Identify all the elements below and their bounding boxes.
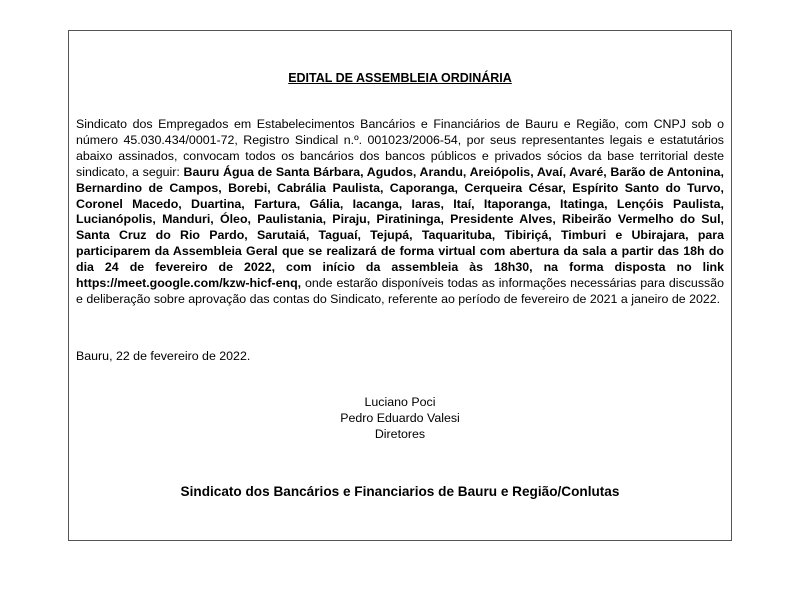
date-line: Bauru, 22 de fevereiro de 2022.	[76, 349, 251, 363]
footer-organization: Sindicato dos Bancários e Financiarios de Bauru e Região/Conlutas	[180, 484, 620, 499]
signer-name-1: Luciano Poci	[364, 395, 436, 409]
signer-name-2: Pedro Eduardo Valesi	[340, 410, 460, 425]
document-title: EDITAL DE ASSEMBLEIA ORDINÁRIA	[288, 71, 512, 85]
notice-bold-text: Bauru Água de Santa Bárbara, Agudos, Arandu, Areiópolis, Avaí, Avaré, Barão de Antonina, Bernardino de Campos, Borebi, Cabrália Paulista, Caporanga, Cerqueira César, Espírito Santo do Turvo, Coronel Macedo, Duartina, Fartura, Gália, Iacanga, Iaras, Itaí, Itaporanga, Itatinga, Lençóis Paulista, Lucianópolis, Manduri, Óleo, Paulistania, Piraju, Piratininga, Presidente Alves, Ribeirão Vermelho do Sul, Santa Cruz do Rio Pardo, Sarutaiá, Taguaí, Tejupá, Taquarituba, Tibiriçá, Timburi e Ubirajara, para participarem da Assembleia Geral que se realizará de forma virtual com abertura da sala a partir das 18h do dia 24 de fevereiro de 2022, com início da assembleia às 18h30, na forma disposta no link https://meet.google.com/kzw-hicf-enq,	[76, 164, 724, 291]
signers-block	[69, 395, 731, 443]
notice-closing-text: onde estarão disponíveis todas as informações necessárias para discussão e deliberação sobre aprovação das contas do Sindicato, referente ao período de fevereiro de 2021 a janeiro de 2022.	[76, 276, 724, 306]
notice-paragraph	[76, 117, 724, 308]
document-frame	[68, 30, 732, 541]
signer-role: Diretores	[374, 426, 426, 441]
notice-intro-text: Sindicato dos Empregados em Estabelecimentos Bancários e Financiários de Bauru e Região, com CNPJ sob o número 45.030.434/0001-72, Registro Sindical n.º. 001023/2006-54, por seus representantes legais e estatutários abaixo assinados, convocam todos os bancários dos bancos públicos e privados sócios da base territorial deste sindicato, a seguir:	[76, 117, 724, 179]
